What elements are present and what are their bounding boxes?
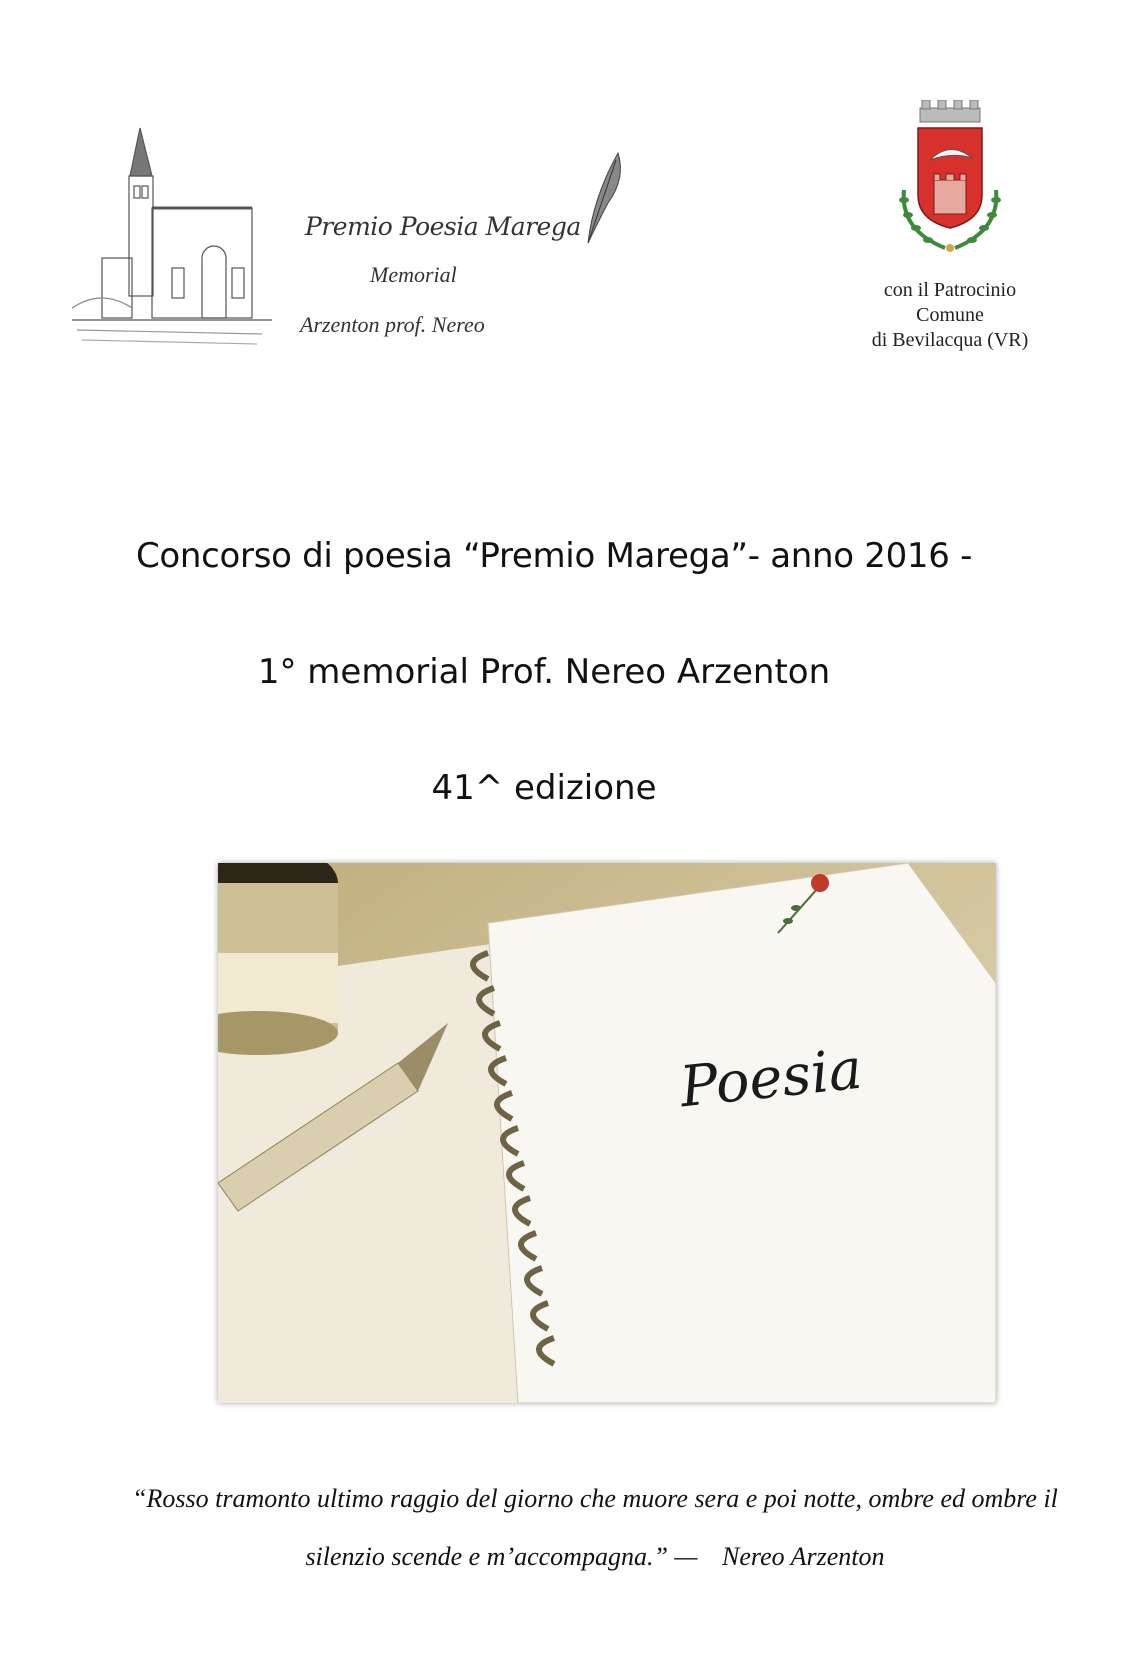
- quote-text: “Rosso tramonto ultimo raggio del giorno che muore sera e poi notte, ombre ed ombre il silenzio scende e m’accompagna.”: [132, 1484, 1058, 1571]
- poetry-notebook-photo: [218, 863, 996, 1403]
- ink-bottle: [218, 863, 338, 1055]
- quote-dash: —: [674, 1542, 698, 1571]
- logo-memorial: Memorial: [370, 262, 457, 287]
- logo-name: Arzenton prof. Nereo: [300, 312, 485, 337]
- coat-of-arms-icon: [890, 100, 1010, 260]
- church-drawing: [72, 108, 282, 368]
- patronage-line: di Bevilacqua (VR): [871, 329, 1029, 351]
- logo-title: Premio Poesia Marega: [305, 212, 581, 241]
- edition-title: 41^ edizione: [431, 768, 657, 808]
- quote-block: [120, 1470, 1070, 1586]
- patronage-line: Comune: [916, 304, 984, 326]
- contest-title: Concorso di poesia “Premio Marega”- anno 2016 -: [135, 536, 973, 576]
- notebook-word: Poesia: [677, 1036, 866, 1121]
- patronage-line: con il Patrocinio: [883, 279, 1017, 301]
- notebook-illustration: [218, 863, 996, 1403]
- patronage-text: [830, 278, 1070, 353]
- quote-author: Nereo Arzenton: [722, 1542, 885, 1571]
- memorial-title: 1° memorial Prof. Nereo Arzenton: [257, 652, 831, 692]
